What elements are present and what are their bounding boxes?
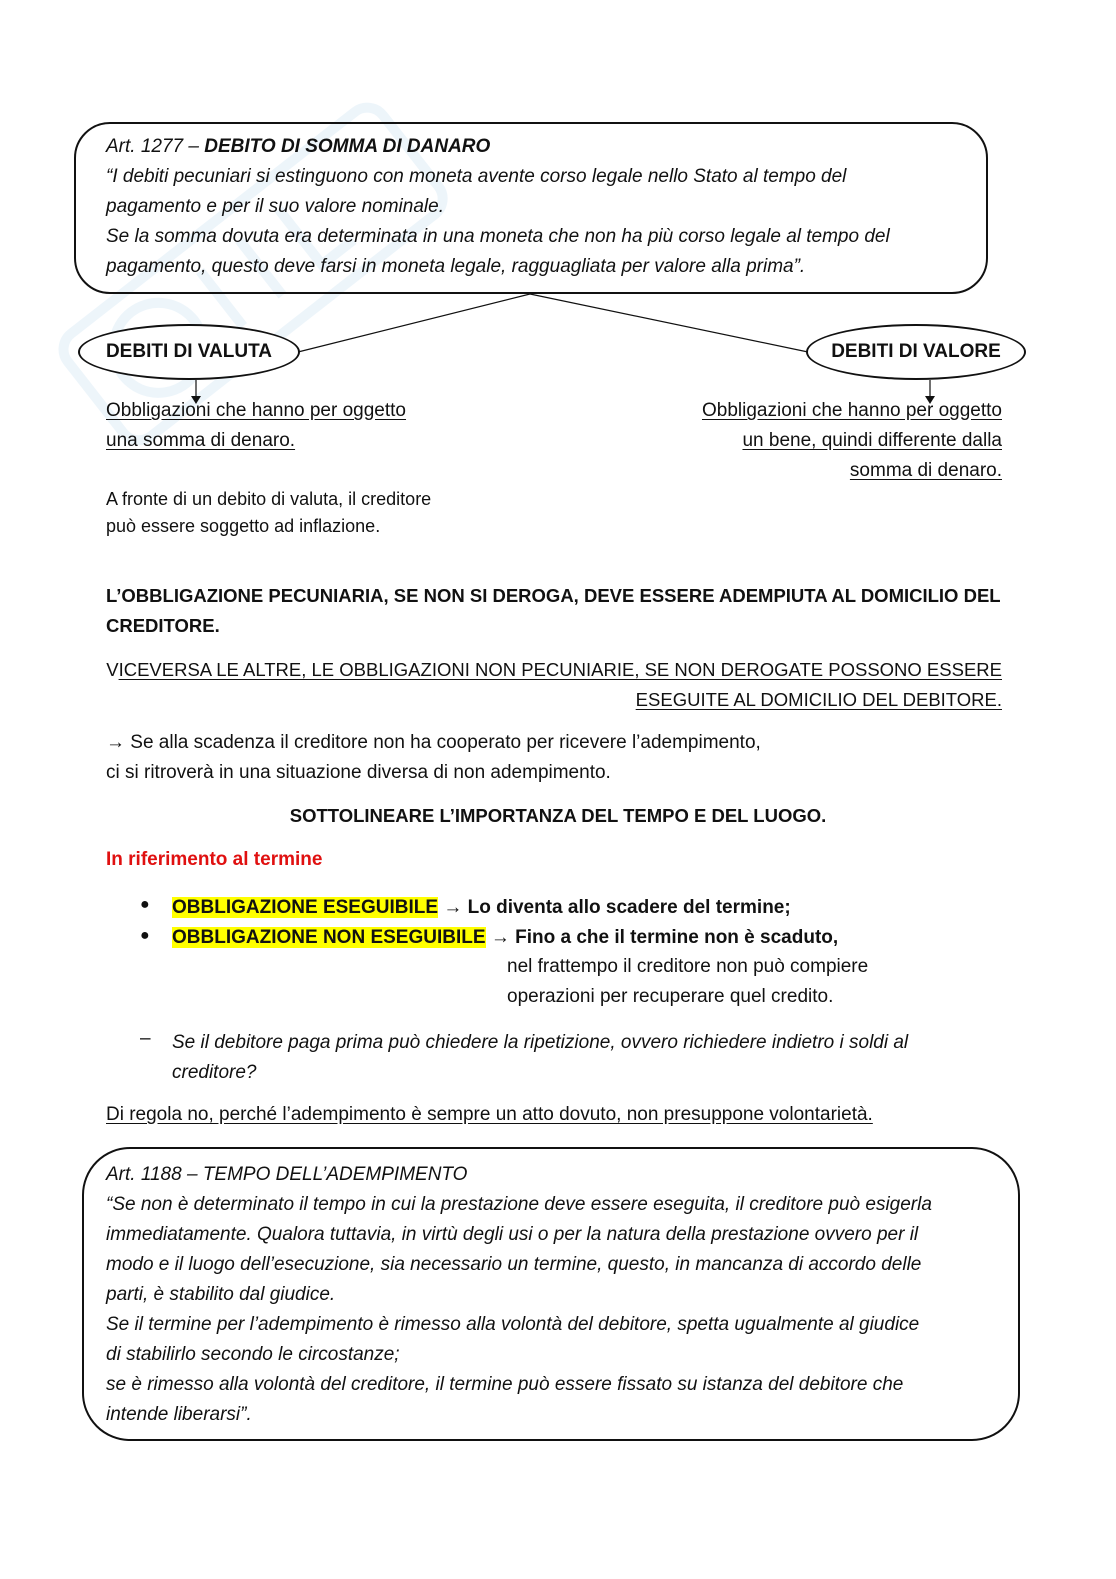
oval-debiti-di-valore <box>806 324 1026 380</box>
viceversa-statement <box>106 655 1002 715</box>
right-definition-line: Obbligazioni che hanno per oggetto <box>701 400 1002 421</box>
oval-label: DEBITI DI VALORE <box>831 341 1001 362</box>
bullet-continuation-line: operazioni per recuperare quel credito. <box>507 986 834 1007</box>
left-note-line: A fronte di un debito di valuta, il creditore <box>106 489 432 509</box>
art-1188-line: di stabilirlo secondo le circostanze; <box>106 1344 400 1365</box>
left-definition <box>106 396 406 456</box>
art-1188-line: “Se non è determinato il tempo in cui la prestazione deve essere eseguita, il creditore può esigerla <box>106 1194 932 1215</box>
question-dash: – <box>140 1028 151 1049</box>
bullet-text: Fino a che il termine non è scaduto, <box>515 927 839 948</box>
art-1277-line: pagamento e per il suo valore nominale. <box>106 196 444 217</box>
pecuniaria-line: L’OBBLIGAZIONE PECUNIARIA, SE NON SI DEROGA, DEVE ESSERE ADEMPIUTA AL DOMICILIO DEL <box>106 585 1001 606</box>
art-1277-title-prefix: Art. 1277 – <box>106 136 205 157</box>
left-note <box>106 486 431 540</box>
question-line: Se il debitore paga prima può chiedere la ripetizione, ovvero richiedere indietro i soldi al <box>172 1032 909 1053</box>
bullet-continuation-line: nel frattempo il creditore non può compiere <box>507 956 869 977</box>
art-1277-line: pagamento, questo deve farsi in moneta legale, ragguagliata per valore alla prima”. <box>106 256 806 277</box>
question-text <box>172 1028 992 1088</box>
art-1188-line: immediatamente. Qualora tuttavia, in virtù degli usi o per la natura della prestazione ovvero per il <box>106 1224 919 1245</box>
art-1188-text <box>106 1160 1006 1430</box>
right-definition-line: un bene, quindi differente dalla <box>742 430 1002 451</box>
art-1188-line: parti, è stabilito dal giudice. <box>106 1284 336 1305</box>
arrow-right-icon: → <box>443 897 463 918</box>
bullet-label: OBBLIGAZIONE ESEGUIBILE <box>172 897 439 918</box>
art-1188-line: Se il termine per l’adempimento è rimesso alla volontà del debitore, spetta ugualmente al giudice <box>106 1314 920 1335</box>
pecuniaria-statement <box>106 581 1026 641</box>
left-definition-line: una somma di denaro. <box>106 430 296 451</box>
arrow-right-icon: → <box>490 927 510 948</box>
bullet-text: Lo diventa allo scadere del termine; <box>467 897 791 918</box>
right-definition <box>702 396 1002 486</box>
pecuniaria-line: CREDITORE. <box>106 615 220 636</box>
art-1277-line: “I debiti pecuniari si estinguono con moneta avente corso legale nello Stato al tempo del <box>106 166 847 187</box>
scadenza-note <box>106 728 761 788</box>
bullet-label: OBBLIGAZIONE NON ESEGUIBILE <box>172 927 486 948</box>
arrow-right-icon: → <box>106 732 125 753</box>
termine-heading: In riferimento al termine <box>106 849 323 870</box>
art-1188-line: se è rimesso alla volontà del creditore, il termine può essere fissato su istanza del debitore che <box>106 1374 904 1395</box>
sottolineare-heading: SOTTOLINEARE L’IMPORTANZA DEL TEMPO E DEL LUOGO. <box>289 805 827 826</box>
bullet-dot-icon: ● <box>140 896 150 913</box>
art-1277-title: DEBITO DI SOMMA DI DANARO <box>204 136 491 157</box>
viceversa-line: ESEGUITE AL DOMICILIO DEL DEBITORE. <box>635 689 1002 710</box>
scadenza-line: Se alla scadenza il creditore non ha cooperato per ricevere l’adempimento, <box>130 732 761 753</box>
bullet-item <box>172 924 838 952</box>
art-1188-line: modo e il luogo dell’esecuzione, sia necessario un termine, questo, in mancanza di accordo delle <box>106 1254 922 1275</box>
bullet-item <box>172 894 791 922</box>
left-note-line: può essere soggetto ad inflazione. <box>106 516 381 536</box>
left-definition-line: Obbligazioni che hanno per oggetto <box>106 400 407 421</box>
question-line: creditore? <box>172 1062 257 1083</box>
oval-debiti-di-valuta <box>78 324 300 380</box>
viceversa-line: ICEVERSA LE ALTRE, LE OBBLIGAZIONI NON PECUNIARIE, SE NON DEROGATE POSSONO ESSERE <box>118 659 1002 680</box>
oval-label: DEBITI DI VALUTA <box>105 341 273 362</box>
viceversa-first-letter: V <box>106 659 119 680</box>
answer-text: Di regola no, perché l’adempimento è sempre un atto dovuto, non presuppone volontarietà. <box>106 1104 873 1125</box>
scadenza-line: ci si ritroverà in una situazione diversa di non adempimento. <box>106 762 611 783</box>
art-1188-title: Art. 1188 – TEMPO DELL’ADEMPIMENTO <box>106 1164 468 1185</box>
right-definition-line: somma di denaro. <box>849 460 1002 481</box>
bullet-dot-icon: ● <box>140 927 150 944</box>
bullet-continuation <box>507 952 868 1012</box>
art-1188-line: intende liberarsi”. <box>106 1404 252 1425</box>
art-1277-line: Se la somma dovuta era determinata in una moneta che non ha più corso legale al tempo del <box>106 226 890 247</box>
